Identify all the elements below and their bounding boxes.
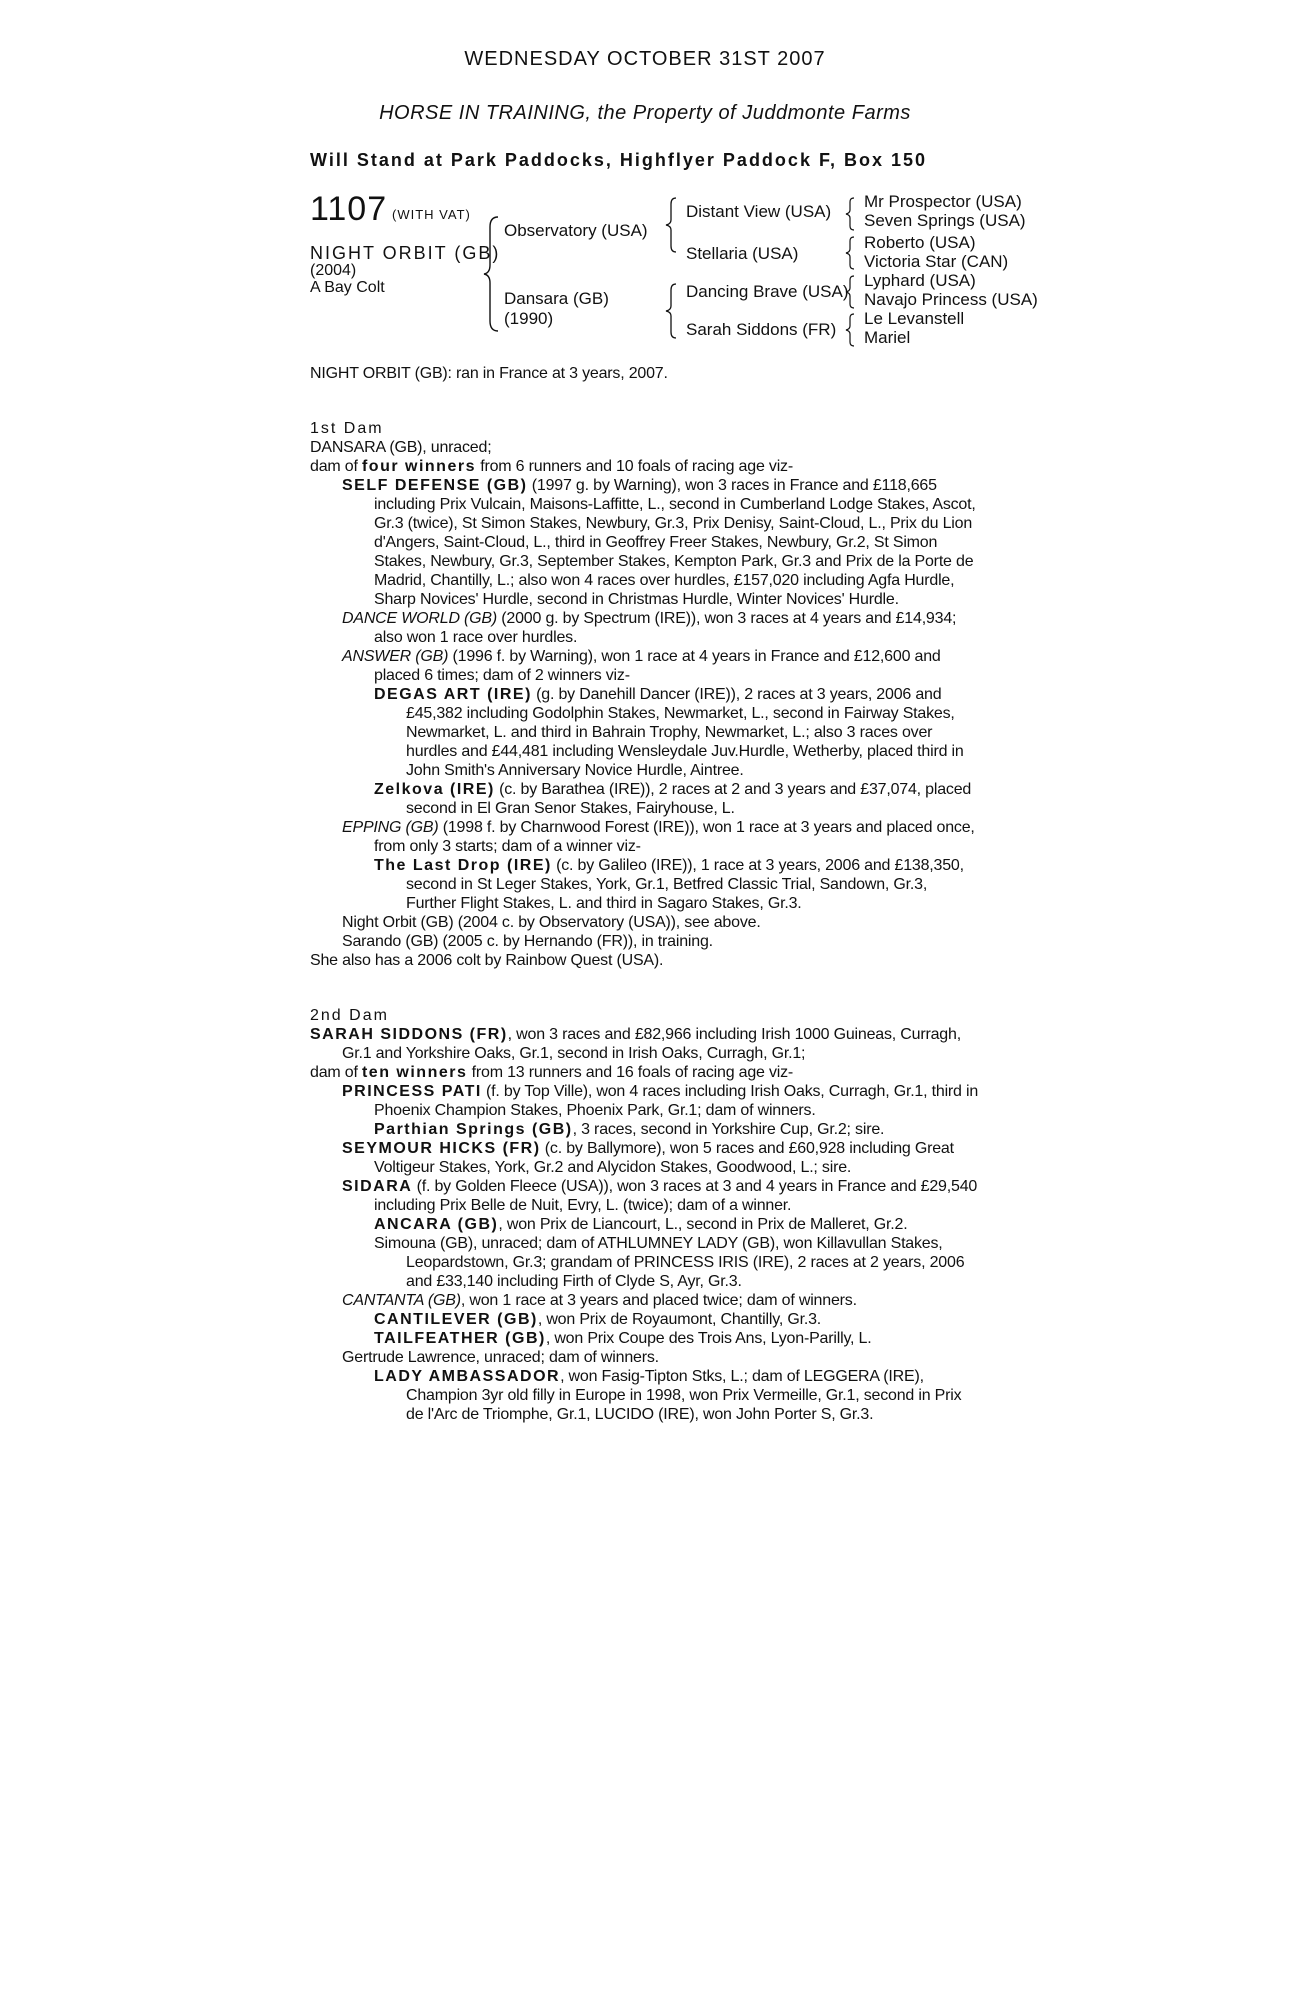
produce-entry (310, 1082, 980, 1120)
text-fragment: from 6 runners and 10 foals of racing age viz- (475, 458, 793, 475)
racing-summary: NIGHT ORBIT (GB): ran in France at 3 years, 2007. (310, 365, 668, 382)
horse-name: Zelkova (IRE) (374, 781, 495, 798)
horse-name: The Last Drop (IRE) (374, 857, 552, 874)
winners-count: four winners (361, 458, 476, 475)
horse-name: DEGAS ART (IRE) (374, 686, 532, 703)
produce-entry (310, 1310, 980, 1329)
lot-number: 1107 (310, 190, 388, 228)
text-fragment: dam of (310, 1064, 362, 1081)
pedigree-dsd: Navajo Princess (USA) (864, 290, 1038, 309)
pedigree-brace-dam (664, 282, 678, 340)
pedigree-dam-sire: Dancing Brave (USA) (686, 282, 849, 301)
pedigree-brace-ss (844, 196, 856, 232)
second-dam-winners (310, 1063, 980, 1082)
winners-count: ten winners (361, 1064, 468, 1081)
pedigree-brace-sire (664, 196, 678, 254)
pedigree-brace-main (482, 215, 500, 333)
horse-name: SIDARA (342, 1178, 413, 1195)
horse-name: SEYMOUR HICKS (FR) (342, 1140, 541, 1157)
produce-entry (310, 856, 980, 913)
pedigree-brace-dd (844, 312, 856, 348)
entry-text: (c. by Barathea (IRE)), 2 races at 2 and 3 years and £37,074, placed second in El Gran Senor Stakes, Fairyhouse, L. (406, 781, 972, 817)
produce-entry: Night Orbit (GB) (2004 c. by Observatory (USA)), see above. (342, 914, 761, 931)
pedigree-brace-sd (844, 235, 856, 271)
produce-entry (310, 818, 980, 856)
horse-name: NIGHT ORBIT (GB) (310, 243, 501, 263)
entry-text: (f. by Top Ville), won 4 races including Irish Oaks, Curragh, Gr.1, third in Phoenix Champion Stakes, Phoenix Park, Gr.1; dam of winners. (374, 1083, 979, 1119)
produce-entry (310, 609, 980, 647)
second-dam-heading: 2nd Dam (310, 1007, 389, 1024)
sale-date: WEDNESDAY OCTOBER 31ST 2007 (464, 48, 826, 70)
pedigree-dam: Dansara (GB) (504, 289, 609, 308)
first-dam-line: DANSARA (GB), unraced; (310, 439, 492, 456)
horse-year: (2004) (310, 262, 357, 279)
pedigree-sire: Observatory (USA) (504, 221, 648, 240)
text-fragment: dam of (310, 458, 362, 475)
produce-entry (310, 1329, 980, 1348)
first-dam-heading: 1st Dam (310, 420, 384, 437)
property-line: HORSE IN TRAINING, the Property of Juddmonte Farms (379, 102, 911, 124)
produce-entry: Sarando (GB) (2005 c. by Hernando (FR)), in training. (342, 933, 713, 950)
entry-text: , won Prix de Liancourt, L., second in Prix de Malleret, Gr.2. (498, 1216, 908, 1233)
produce-entry: Gertrude Lawrence, unraced; dam of winners. (342, 1349, 659, 1366)
produce-note: She also has a 2006 colt by Rainbow Quest (USA). (310, 952, 664, 969)
pedigree-ssd: Seven Springs (USA) (864, 211, 1026, 230)
entry-text: , won Fasig-Tipton Stks, L.; dam of LEGGERA (IRE), Champion 3yr old filly in Europe in 1998, won Prix Vermeille, Gr.1, second in Prix de l'Arc de Triomphe, Gr.1, LUCIDO (IRE), won John Porter S, Gr.3. (406, 1368, 962, 1423)
entry-text: (f. by Golden Fleece (USA)), won 3 races at 3 and 4 years in France and £29,540 including Prix Belle de Nuit, Evry, L. (twice); dam of a winner. (374, 1178, 978, 1214)
pedigree-sire-sire: Distant View (USA) (686, 202, 832, 221)
entry-text: , 3 races, second in Yorkshire Cup, Gr.2; sire. (572, 1121, 885, 1138)
entry-text: , won Prix de Royaumont, Chantilly, Gr.3. (537, 1311, 822, 1328)
entry-text: (1997 g. by Warning), won 3 races in France and £118,665 including Prix Vulcain, Maisons-Laffitte, L., second in Cumberland Lodge Stakes, Ascot, Gr.3 (twice), St Simon Stakes, Newbury, Gr.3, Prix Denisy, Saint-Cloud, L., Prix du Lion d'Angers, Saint-Cloud, L., third in Geoffrey Freer Stakes, Newbury, Gr.2, St Simon Stakes, Newbury, Gr.3, September Stakes, Kempton Park, Gr.3 and Prix de la Porte de Madrid, Chantilly, L.; also won 4 races over hurdles, £157,020 including Agfa Hurdle, Sharp Novices' Hurdle, second in Christmas Hurdle, Winter Novices' Hurdle. (374, 477, 976, 608)
second-dam-line (310, 1025, 980, 1063)
entry-text: , won 1 race at 3 years and placed twice; dam of winners. (460, 1292, 857, 1309)
horse-description: A Bay Colt (310, 279, 385, 296)
produce-entry (310, 685, 980, 780)
horse-name: LADY AMBASSADOR (374, 1368, 561, 1385)
stand-location: Will Stand at Park Paddocks, Highflyer Paddock F, Box 150 (310, 150, 927, 170)
horse-name: CANTANTA (GB) (342, 1292, 461, 1309)
horse-name: SARAH SIDDONS (FR) (310, 1026, 508, 1043)
entry-text: (c. by Galileo (IRE)), 1 race at 3 years, 2006 and £138,350, second in St Leger Stakes, York, Gr.1, Betfred Classic Trial, Sandown, Gr.3, Further Flight Stakes, L. and third in Sagaro Stakes, Gr.3. (406, 857, 964, 912)
pedigree-dss: Lyphard (USA) (864, 271, 976, 290)
produce-entry (310, 1367, 980, 1424)
entry-text: , won Prix Coupe des Trois Ans, Lyon-Parilly, L. (545, 1330, 872, 1347)
horse-name: EPPING (GB) (342, 819, 439, 836)
entry-text: (1998 f. by Charnwood Forest (IRE)), won 1 race at 3 years and placed once, from only 3 starts; dam of a winner viz- (374, 819, 975, 855)
pedigree-dds: Le Levanstell (864, 309, 965, 328)
pedigree-ddd: Mariel (864, 328, 911, 347)
produce-entry (310, 1291, 980, 1310)
entry-text: (c. by Ballymore), won 5 races and £60,928 including Great Voltigeur Stakes, York, Gr.2 and Alycidon Stakes, Goodwood, L.; sire. (374, 1140, 954, 1176)
pedigree-sdd: Victoria Star (CAN) (864, 252, 1009, 271)
produce-entry (310, 476, 980, 609)
horse-name: TAILFEATHER (GB) (374, 1330, 546, 1347)
horse-name: ANCARA (GB) (374, 1216, 499, 1233)
pedigree-sire-dam: Stellaria (USA) (686, 244, 799, 263)
horse-name: PRINCESS PATI (342, 1083, 482, 1100)
pedigree-dam-year: (1990) (504, 309, 554, 328)
horse-name: DANCE WORLD (GB) (342, 610, 498, 627)
horse-name: SELF DEFENSE (GB) (342, 477, 528, 494)
produce-entry: Simouna (GB), unraced; dam of ATHLUMNEY LADY (GB), won Killavullan Stakes, Leopardstown, Gr.3; grandam of PRINCESS IRIS (IRE), 2 races at 2 years, 2006 and £33,140 including Firth of Clyde S, Ayr, Gr.3. (374, 1235, 965, 1290)
produce-entry (310, 1177, 980, 1215)
produce-record (310, 364, 980, 1424)
pedigree-dam-dam: Sarah Siddons (FR) (686, 320, 837, 339)
entry-text: , won 3 races and £82,966 including Irish 1000 Guineas, Curragh, Gr.1 and Yorkshire Oaks, Gr.1, second in Irish Oaks, Curragh, Gr.1; (342, 1026, 961, 1062)
produce-entry (310, 647, 980, 685)
pedigree-sds: Roberto (USA) (864, 233, 976, 252)
horse-name: Parthian Springs (GB) (374, 1121, 573, 1138)
produce-entry (310, 1215, 980, 1234)
pedigree-sss: Mr Prospector (USA) (864, 192, 1022, 211)
produce-entry (310, 1120, 980, 1139)
vat-note: (WITH VAT) (392, 207, 471, 222)
text-fragment: from 13 runners and 16 foals of racing age viz- (467, 1064, 794, 1081)
produce-entry (310, 780, 980, 818)
produce-entry (310, 1139, 980, 1177)
entry-text: (2000 g. by Spectrum (IRE)), won 3 races at 4 years and £14,934; also won 1 race over hurdles. (374, 610, 957, 646)
first-dam-winners (310, 457, 980, 476)
entry-text: (g. by Danehill Dancer (IRE)), 2 races at 3 years, 2006 and £45,382 including Godolphin Stakes, Newmarket, L., second in Fairway Stakes, Newmarket, L. and third in Bahrain Trophy, Newmarket, L.; also 3 races over hurdles and £44,481 including Wensleydale Juv.Hurdle, Wetherby, placed third in John Smith's Anniversary Novice Hurdle, Aintree. (406, 686, 964, 779)
horse-name: CANTILEVER (GB) (374, 1311, 538, 1328)
entry-text: (1996 f. by Warning), won 1 race at 4 years in France and £12,600 and placed 6 times; dam of 2 winners viz- (374, 648, 941, 684)
horse-name: ANSWER (GB) (342, 648, 449, 665)
